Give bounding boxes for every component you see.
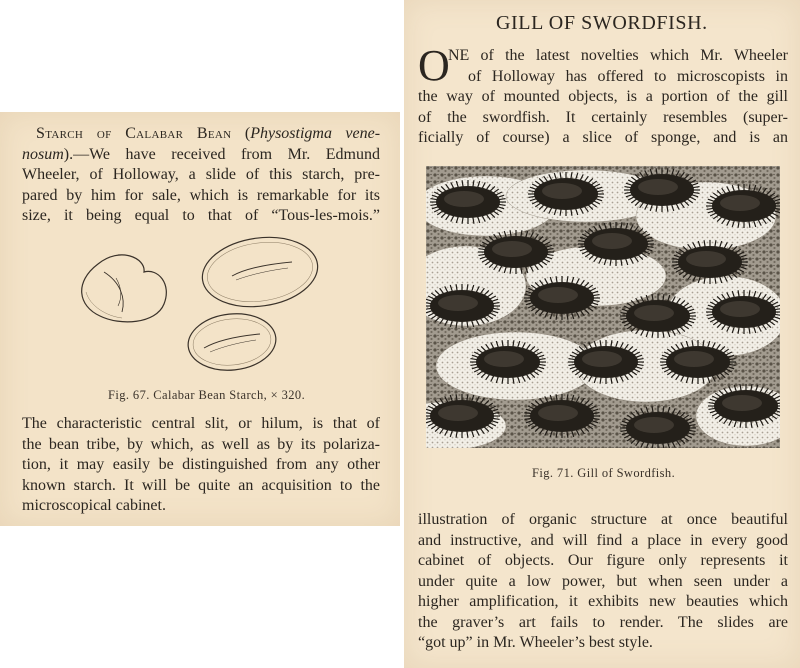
calabar-body-line: known starch. It will be quite an acquisition to the [22,476,380,494]
swordfish-title: GILL OF SWORDFISH. [496,12,708,34]
swordfish-body-line: higher amplification, it exhibits new beauties which [418,593,788,610]
swordfish-intro-line: ficially of course) a slice of sponge, and is an [418,129,788,146]
swordfish-body-line: under quite a low power, but when seen under a [418,572,788,590]
calabar-intro-line-2: nosum).—We have received from Mr. Edmund [22,145,380,163]
gill-pit [578,222,654,266]
gill-pit [524,276,600,320]
calabar-bean-starch-illustration [60,232,350,382]
calabar-figure-caption: Fig. 67. Calabar Bean Starch, × 320. [108,388,306,402]
gill-pit [620,294,696,338]
calabar-body-paragraph [22,414,380,517]
calabar-intro-line-5: size, it being equal to that of “Tous-les-mois.” [22,207,380,224]
swordfish-intro-line: the way of mounted objects, is a portion of the gill [418,88,788,105]
calabar-heading-line: Starch of Calabar Bean (Physostigma vene- [36,125,381,142]
swordfish-figure-caption: Fig. 71. Gill of Swordfish. [532,466,676,480]
gill-pit [478,230,554,274]
gill-pit [528,172,604,216]
calabar-bean-clipping [0,112,400,526]
swordfish-body-line: “got up” in Mr. Wheeler’s best style. [418,634,653,651]
calabar-intro-line-3: Wheeler, of Holloway, a slide of this starch, pre- [22,166,380,183]
calabar-species-name: Physostigma vene- [250,125,381,142]
calabar-body-line: The characteristic central slit, or hilum, is that of [22,415,380,432]
gill-pit [524,394,600,438]
swordfish-intro-rest [418,87,788,149]
gill-pit [430,180,506,224]
swordfish-body-line: illustration of organic structure at once beautiful [418,511,788,528]
swordfish-gill-clipping [404,0,800,668]
calabar-intro-line-4: pared by him for sale, which is remarkable for its [22,186,380,204]
calabar-body-line: the bean tribe, by which, as well as by its polariza- [22,435,380,453]
swordfish-body-line: and instructive, and will find a place in every good [418,531,788,549]
swordfish-body-line: cabinet of objects. Our figure only represents it [418,552,788,569]
calabar-body-line: tion, it may easily be distinguished from any other [22,456,380,473]
gill-pit [672,240,748,284]
gill-pit [660,340,736,384]
starch-grain-3 [185,310,278,375]
swordfish-intro-line: NE of the latest novelties which Mr. Wheeler [448,47,788,64]
calabar-body-line: microscopical cabinet. [22,497,166,514]
swordfish-intro-top [448,46,788,87]
calabar-heading: Starch of Calabar Bean [36,125,232,142]
swordfish-body-line: the graver’s art fails to render. The slides are [418,613,788,631]
swordfish-body-paragraph [418,510,788,654]
gill-pit [470,340,546,384]
starch-grain-1 [82,255,167,322]
swordfish-gill-illustration [426,166,780,448]
swordfish-drop-cap: O [418,41,450,90]
swordfish-intro-line: of Holloway has offered to microscopists in [468,67,788,85]
calabar-intro-paragraph [22,124,380,227]
gill-pit [624,168,700,212]
gill-pit [568,340,644,384]
swordfish-intro-line: of the swordfish. It certainly resembles (super- [418,108,788,126]
